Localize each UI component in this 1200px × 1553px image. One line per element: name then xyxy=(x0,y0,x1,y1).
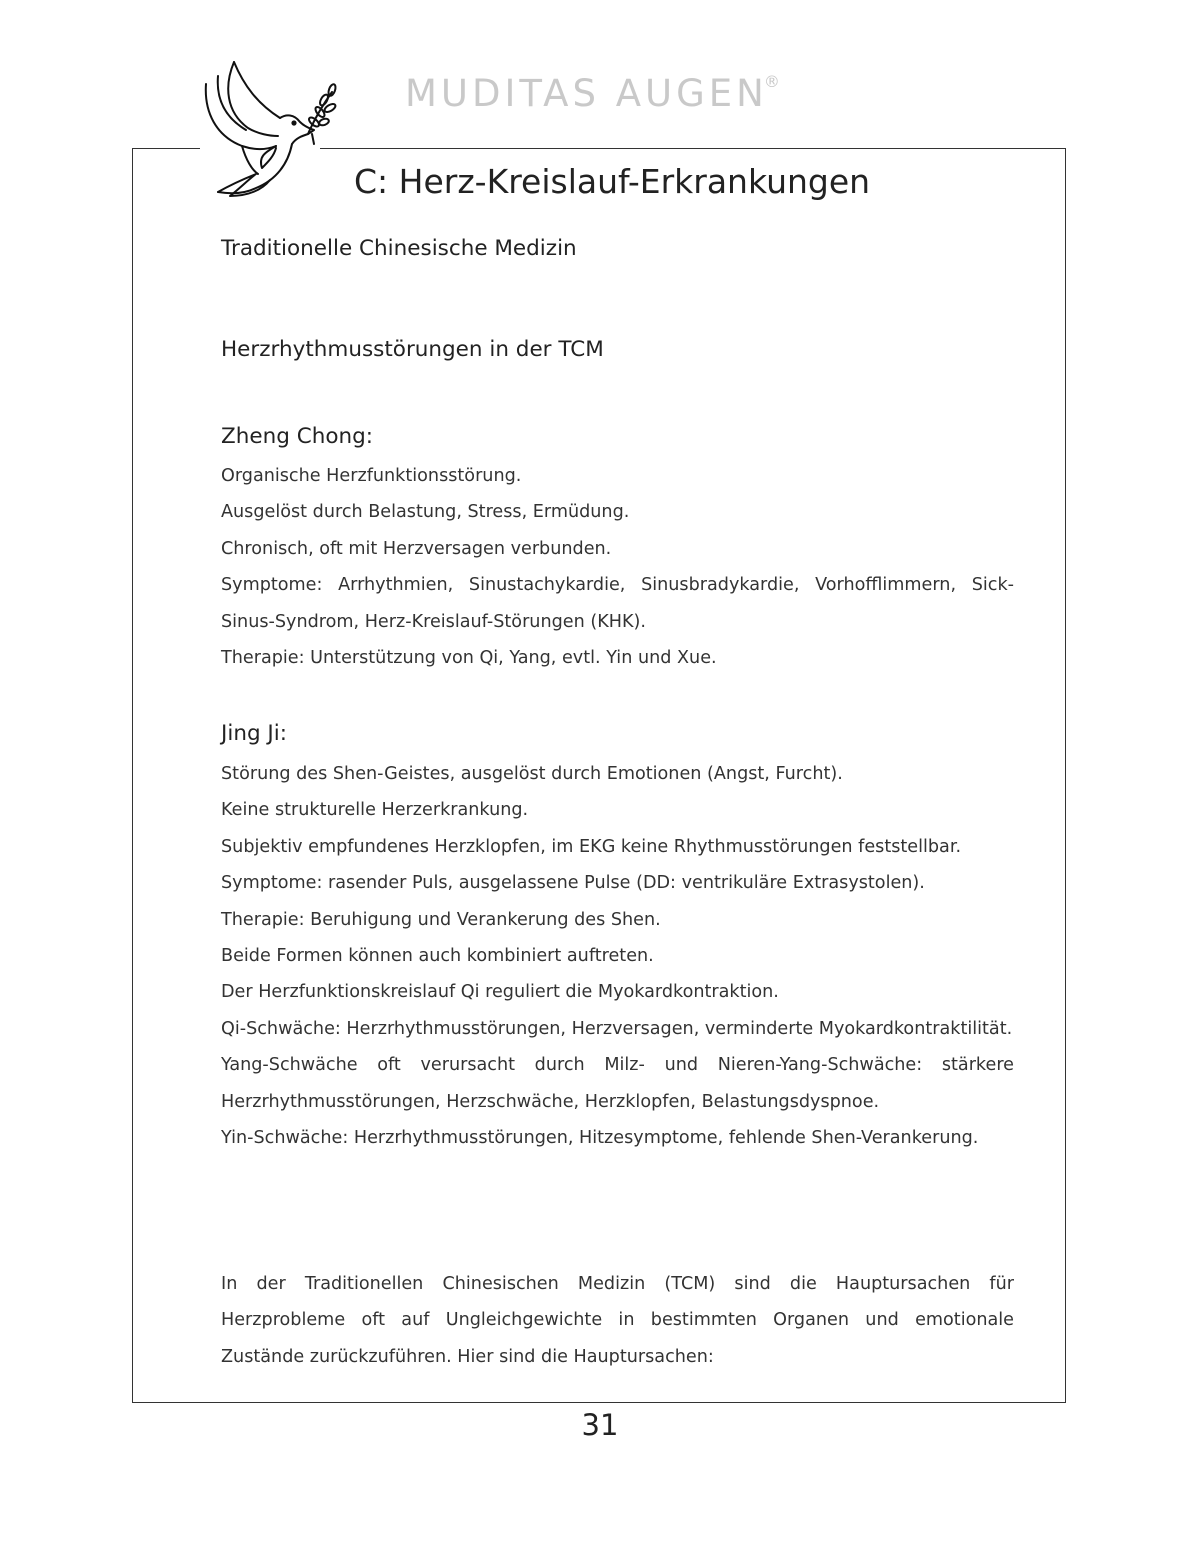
jing-ji-heading: Jing Ji: xyxy=(221,721,287,746)
brand-name xyxy=(405,72,784,115)
brand-text: MUDITAS AUGEN xyxy=(405,72,768,115)
text-line: Chronisch, oft mit Herzversagen verbunden. xyxy=(221,538,612,559)
jing-ji-list xyxy=(221,756,1014,1156)
zheng-chong-heading: Zheng Chong: xyxy=(221,424,374,449)
chapter-title: C: Herz-Kreislauf-Erkrankungen xyxy=(354,162,871,201)
text-line: Qi-Schwäche: Herzrhythmusstörungen, Herzversagen, verminderte Myokardkontraktilität. xyxy=(221,1018,1013,1039)
text-line: Keine strukturelle Herzerkrankung. xyxy=(221,800,529,821)
text-line: Yin-Schwäche: Herzrhythmusstörungen, Hitzesymptome, fehlende Shen-Verankerung. xyxy=(221,1128,979,1149)
dove-with-olive-branch-icon xyxy=(196,56,346,212)
page-number: 31 xyxy=(581,1408,619,1442)
text-line: Therapie: Unterstützung von Qi, Yang, evtl. Yin und Xue. xyxy=(221,648,717,669)
registered-mark: ® xyxy=(763,71,780,91)
text-line: Yang-Schwäche oft verursacht durch Milz- und Nieren-Yang-Schwäche: stärkere Herzrhythmusstörungen, Herzschwäche, Herzklopfen, Belastungsdyspnoe. xyxy=(221,1055,1014,1112)
text-line: Störung des Shen-Geistes, ausgelöst durch Emotionen (Angst, Furcht). xyxy=(221,764,843,784)
text-line: Symptome: Arrhythmien, Sinustachykardie, Sinusbradykardie, Vorhofflimmern, Sick-Sinus-Syndrom, Herz-Kreislauf-Störungen (KHK). xyxy=(221,575,1014,632)
section-title: Traditionelle Chinesische Medizin xyxy=(221,236,577,261)
text-line: Organische Herzfunktionsstörung. xyxy=(221,466,522,486)
text-line: Ausgelöst durch Belastung, Stress, Ermüdung. xyxy=(221,502,630,523)
text-line: Therapie: Beruhigung und Verankerung des Shen. xyxy=(221,909,661,930)
text-line: Der Herzfunktionskreislauf Qi reguliert die Myokardkontraktion. xyxy=(221,982,779,1003)
subsection-title: Herzrhythmusstörungen in der TCM xyxy=(221,337,604,362)
text-line: Symptome: rasender Puls, ausgelassene Pulse (DD: ventrikuläre Extrasystolen). xyxy=(221,873,925,894)
closing-paragraph: In der Traditionellen Chinesischen Medizin (TCM) sind die Hauptursachen für Herzprobleme oft auf Ungleichgewichte in bestimmten Organen und emotionale Zustände zurückzuführen. Hier sind die Hauptursachen: xyxy=(221,1274,1014,1367)
text-line: Beide Formen können auch kombiniert auftreten. xyxy=(221,946,654,967)
zheng-chong-list xyxy=(221,458,1014,676)
text-line: Subjektiv empfundenes Herzklopfen, im EKG keine Rhythmusstörungen feststellbar. xyxy=(221,836,962,857)
